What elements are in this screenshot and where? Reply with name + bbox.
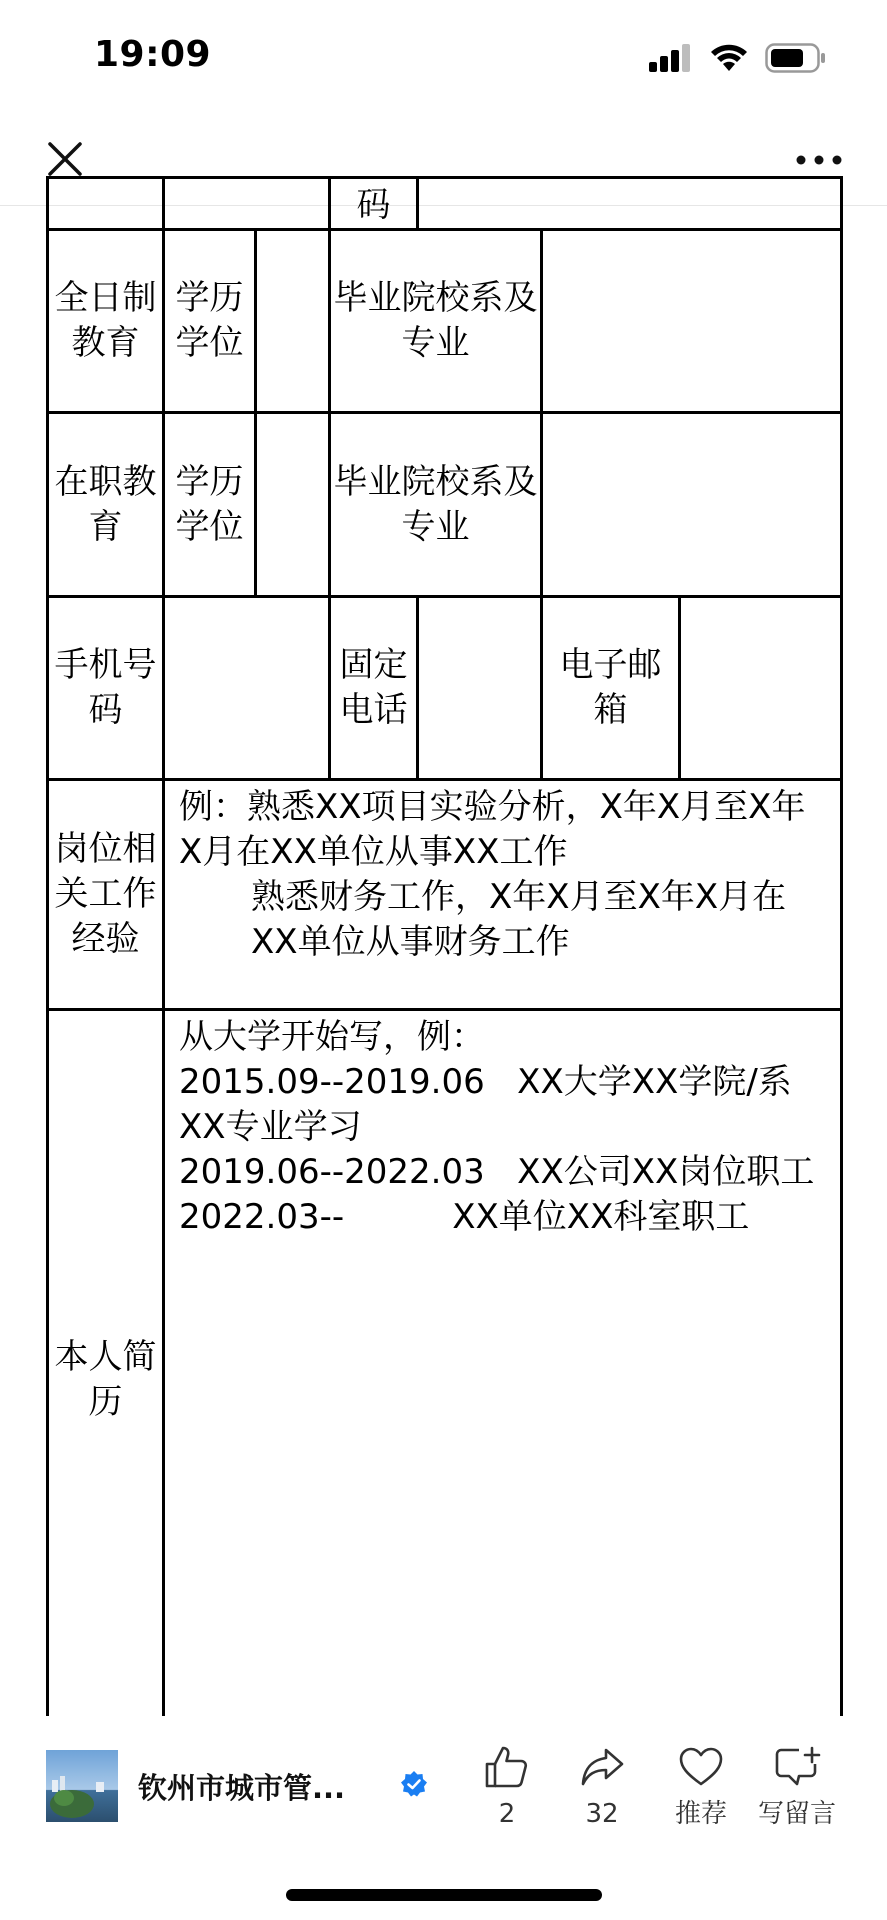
like-count: 2 xyxy=(498,1799,516,1829)
account-name[interactable]: 钦州市城市管... xyxy=(138,1771,346,1805)
application-form-table xyxy=(46,176,843,1751)
resume-line: 2022.03-- XX单位XX科室职工 xyxy=(179,1197,750,1237)
email-label: 电子邮箱 xyxy=(542,597,680,780)
table-row xyxy=(48,780,842,1010)
comment-icon xyxy=(773,1744,821,1790)
work-experience-value xyxy=(164,780,842,1010)
comment-button[interactable] xyxy=(752,1744,842,1830)
table-row xyxy=(48,413,842,597)
status-time: 19:09 xyxy=(94,34,212,75)
inservice-degree-value xyxy=(256,413,330,597)
article-content[interactable] xyxy=(0,185,887,1716)
table-row xyxy=(48,178,842,230)
home-indicator[interactable] xyxy=(286,1889,602,1901)
inservice-degree-label: 学历学位 xyxy=(164,413,256,597)
mobile-value xyxy=(164,597,330,780)
table-row xyxy=(48,597,842,780)
fulltime-school-value xyxy=(542,230,842,413)
inservice-school-label: 毕业院校系及专业 xyxy=(330,413,542,597)
resume-line: 2015.09--2019.06 XX大学XX学院/系XX专业学习 xyxy=(179,1062,792,1147)
battery-icon xyxy=(765,43,827,73)
cellular-signal-icon xyxy=(649,44,693,72)
experience-line: 熟悉财务工作，X年X月至X年X月在XX单位从事财务工作 xyxy=(251,877,787,962)
thumbs-up-icon xyxy=(483,1744,531,1790)
status-icons xyxy=(649,40,827,76)
account-avatar[interactable] xyxy=(46,1750,118,1822)
share-button[interactable] xyxy=(557,1744,647,1830)
fulltime-degree-value xyxy=(256,230,330,413)
resume-label: 本人简历 xyxy=(48,1010,164,1750)
fulltime-school-label: 毕业院校系及专业 xyxy=(330,230,542,413)
heart-icon xyxy=(677,1744,725,1790)
recommend-button[interactable] xyxy=(656,1744,746,1830)
mobile-label: 手机号码 xyxy=(48,597,164,780)
wifi-icon xyxy=(709,43,749,73)
avatar-image xyxy=(46,1750,118,1822)
resume-line: 从大学开始写，例： xyxy=(179,1017,485,1057)
landline-label: 固定电话 xyxy=(330,597,418,780)
inservice-school-value xyxy=(542,413,842,597)
table-row xyxy=(48,230,842,413)
cell-partial-label: 码 xyxy=(356,185,391,225)
comment-label: 写留言 xyxy=(757,1799,836,1829)
resume-line: 2019.06--2022.03 XX公司XX岗位职工 xyxy=(179,1152,815,1192)
recommend-label: 推荐 xyxy=(674,1799,727,1829)
resume-value xyxy=(164,1010,842,1750)
like-button[interactable] xyxy=(462,1744,552,1830)
experience-line: 例：熟悉XX项目实验分析，X年X月至X年X月在XX单位从事XX工作 xyxy=(179,787,806,872)
share-icon xyxy=(578,1744,626,1790)
email-value xyxy=(680,597,842,780)
share-count: 32 xyxy=(585,1799,619,1829)
inservice-education-label: 在职教育 xyxy=(48,413,164,597)
table-row xyxy=(48,1010,842,1750)
status-bar xyxy=(0,0,887,120)
fulltime-education-label: 全日制教育 xyxy=(48,230,164,413)
landline-value xyxy=(418,597,542,780)
work-experience-label: 岗位相关工作经验 xyxy=(48,780,164,1010)
verified-badge-icon xyxy=(400,1770,428,1798)
fulltime-degree-label: 学历学位 xyxy=(164,230,256,413)
